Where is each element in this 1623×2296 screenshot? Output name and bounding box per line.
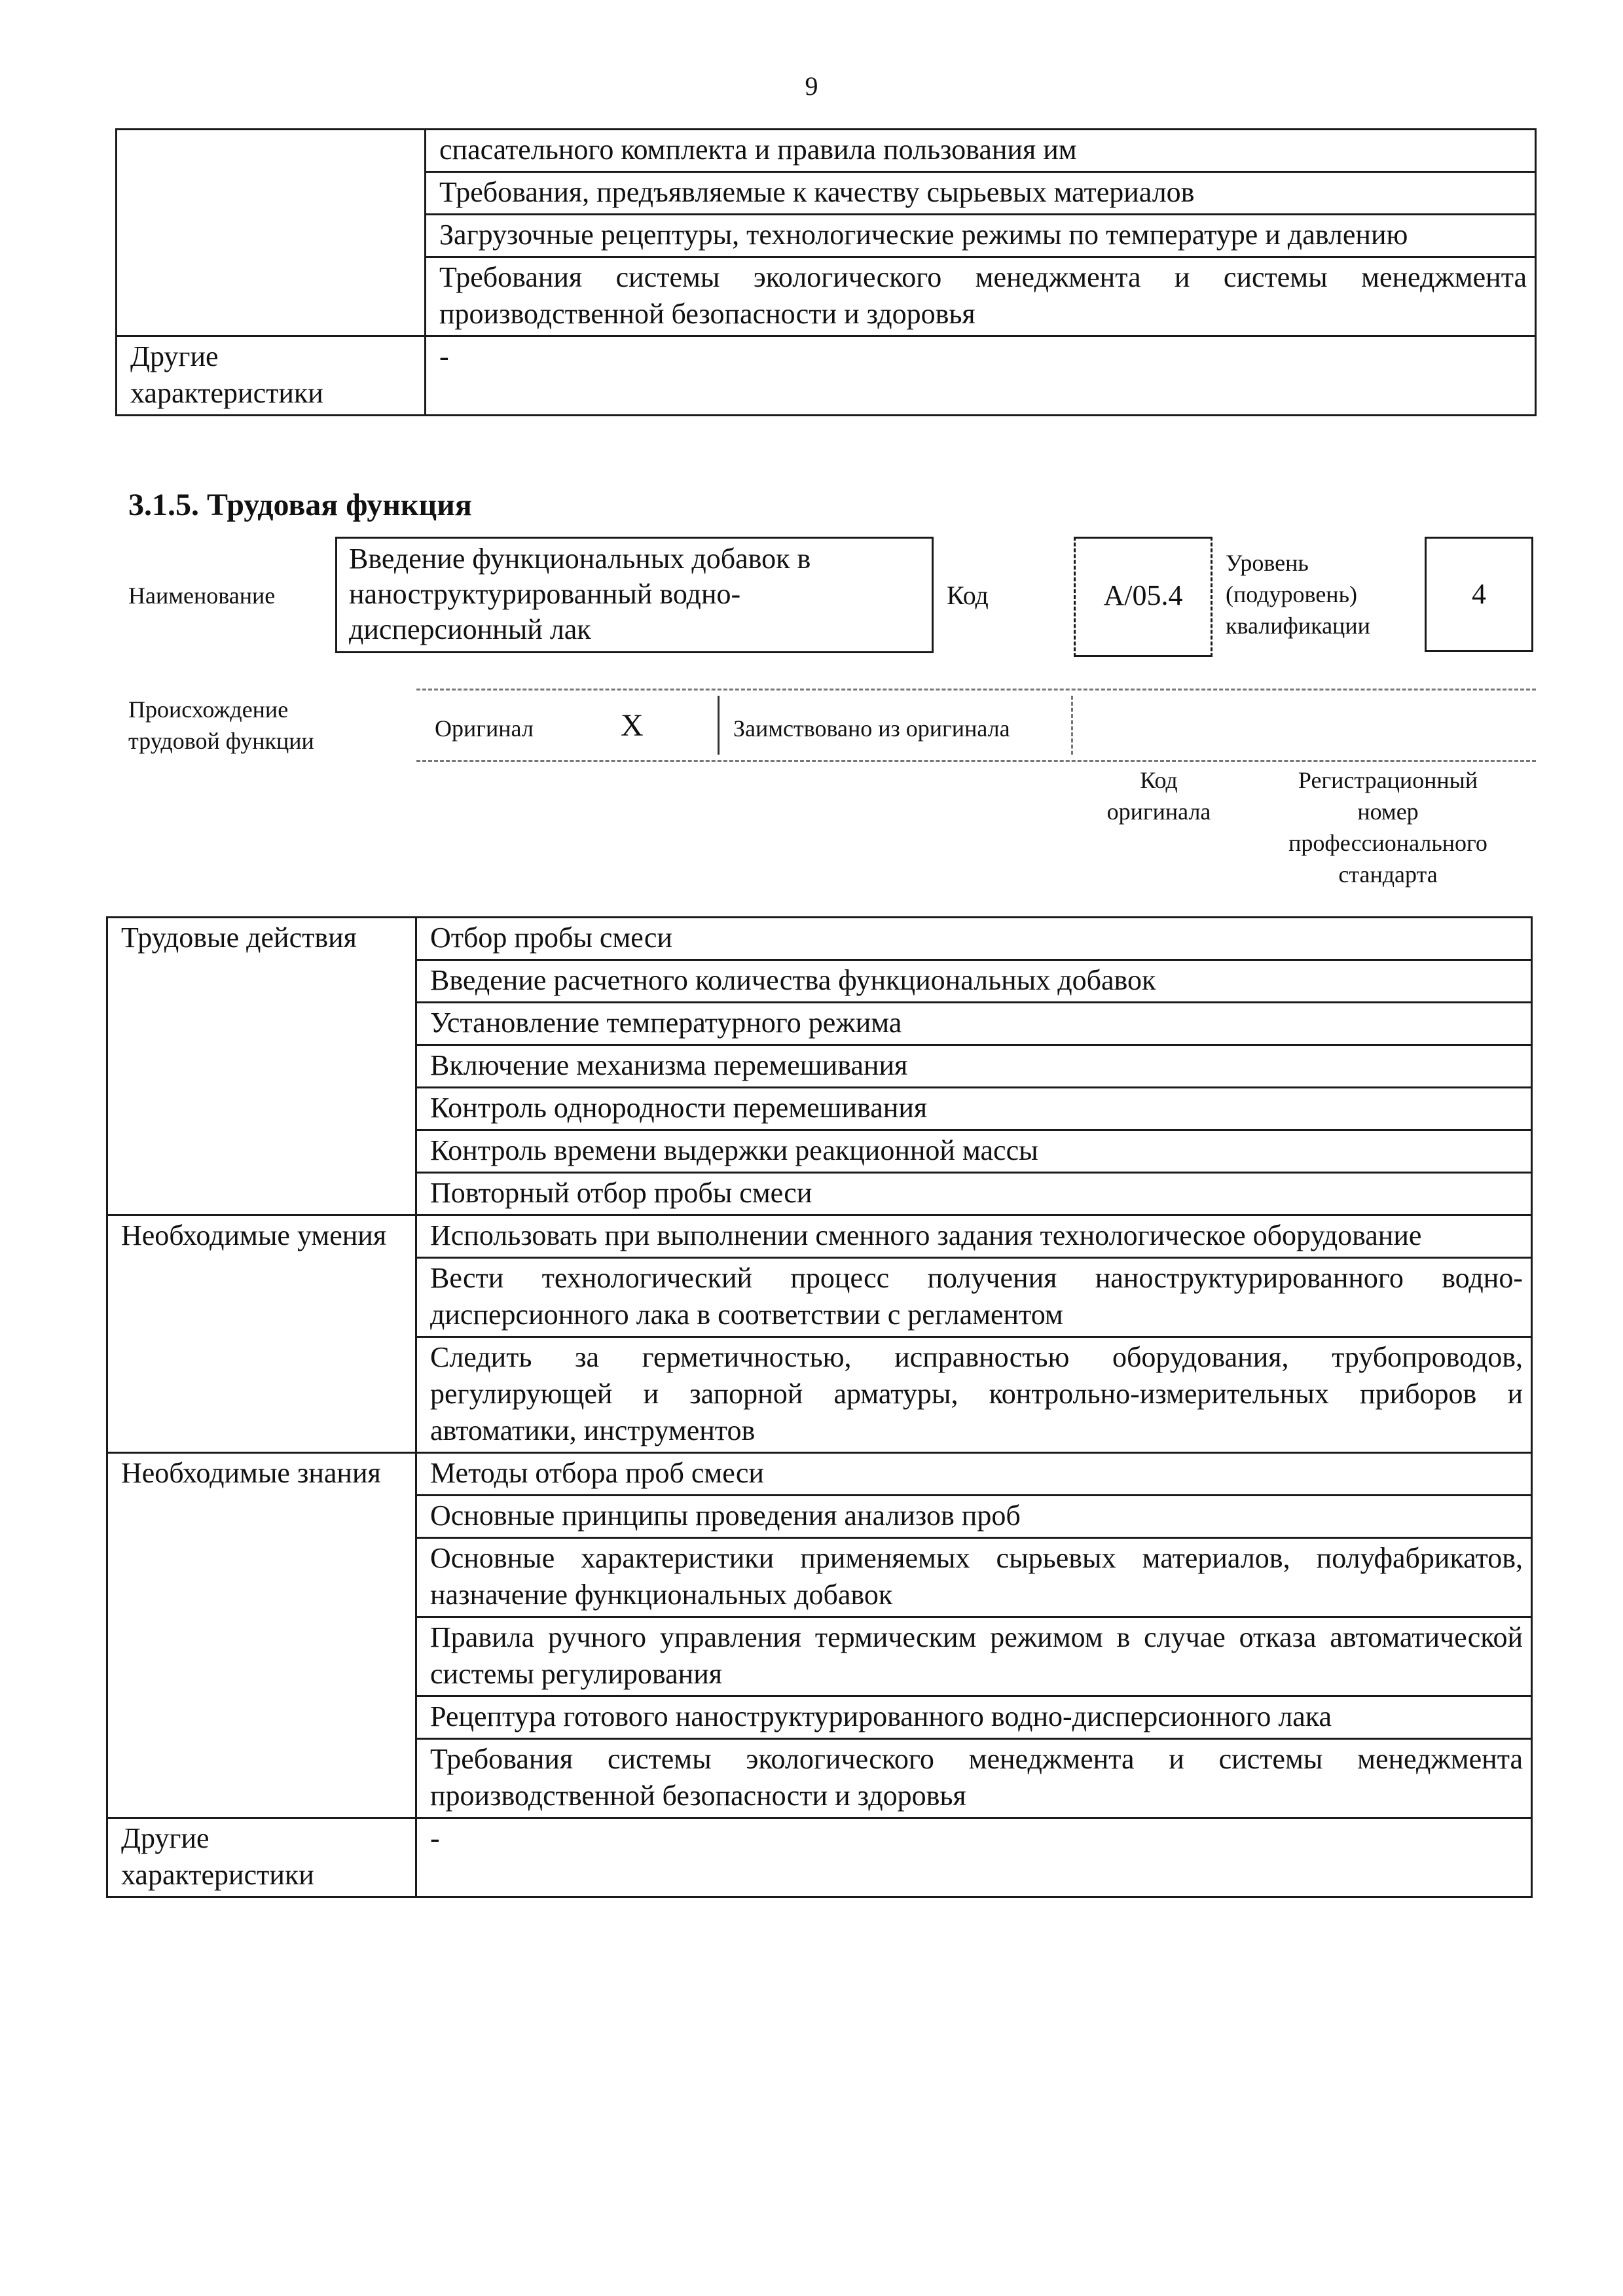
required-knowledge-label: Необходимые знания [107, 1453, 416, 1818]
table-label-cell-empty [117, 130, 426, 336]
caption-line: оригинала [1106, 798, 1211, 825]
borrowed-label: Заимствовано из оригинала [733, 715, 1010, 742]
qualification-level-label [1226, 547, 1422, 641]
table-row: Методы отбора проб смеси [416, 1453, 1532, 1496]
original-label: Оригинал [435, 715, 534, 742]
caption-line: Регистрационный [1298, 767, 1478, 793]
table-row: Рецептура готового наноструктурированного водно-дисперсионного лака [416, 1696, 1532, 1739]
function-name-value: Введение функциональных добавок в наноструктурированный водно-дисперсионный лак [349, 543, 811, 645]
origin-divider [718, 696, 720, 755]
code-box [1074, 537, 1213, 657]
origin-row [416, 689, 1536, 762]
table-row: Установление температурного режима [416, 1003, 1532, 1045]
original-code-caption [1074, 764, 1244, 827]
labor-actions-label: Трудовые действия [107, 918, 416, 1215]
table-row: Следить за герметичностью, исправностью оборудования, трубопроводов, регулирующей и запорной арматуры, контрольно-измерительных приборов и автоматики, инструментов [416, 1337, 1532, 1453]
origin-label [128, 694, 314, 757]
name-label: Наименование [128, 583, 276, 609]
level-label-line: Уровень [1226, 550, 1309, 576]
section-heading: 3.1.5. Трудовая функция [128, 488, 472, 522]
table-row: спасательного комплекта и правила пользования им [426, 130, 1536, 172]
table-row: Основные характеристики применяемых сырьевых материалов, полуфабрикатов, назначение функциональных добавок [416, 1538, 1532, 1617]
labor-function-table [106, 916, 1533, 1898]
caption-line: номер [1357, 798, 1419, 825]
table-row: Повторный отбор пробы смеси [416, 1173, 1532, 1215]
page-number: 9 [805, 71, 818, 101]
level-label-line: (подуровень) [1226, 581, 1357, 607]
origin-label-line: трудовой функции [128, 728, 314, 754]
caption-line: Код [1140, 767, 1178, 793]
table-row: Включение механизма перемешивания [416, 1045, 1532, 1088]
other-characteristics-value: - [426, 336, 1536, 416]
table-row: Требования, предъявляемые к качеству сырьевых материалов [426, 172, 1536, 215]
qualification-level-value: 4 [1472, 578, 1486, 610]
table-row: Требования системы экологического менеджмента и системы менеджмента производственной безопасности и здоровья [416, 1739, 1532, 1818]
function-name-box [335, 537, 934, 653]
table-row: Вести технологический процесс получения наноструктурированного водно-дисперсионного лака в соответствии с регламентом [416, 1258, 1532, 1337]
required-skills-label: Необходимые умения [107, 1215, 416, 1453]
table-row: Введение расчетного количества функциональных добавок [416, 960, 1532, 1003]
level-label-line: квалификации [1226, 613, 1370, 639]
table-row: Основные принципы проведения анализов проб [416, 1496, 1532, 1538]
origin-divider [1071, 696, 1073, 755]
original-mark: X [621, 708, 644, 743]
table-row: Загрузочные рецептуры, технологические режимы по температуре и давлению [426, 215, 1536, 257]
code-value: А/05.4 [1103, 579, 1183, 611]
origin-label-line: Происхождение [128, 696, 289, 723]
table-row: Правила ручного управления термическим режимом в случае отказа автоматической системы регулирования [416, 1617, 1532, 1696]
other-characteristics-label: Другие характеристики [117, 336, 426, 416]
registration-number-caption [1257, 764, 1519, 890]
table-row: Использовать при выполнении сменного задания технологическое оборудование [416, 1215, 1532, 1258]
code-label: Код [947, 581, 989, 610]
other-characteristics-value: - [416, 1818, 1532, 1897]
table-row: Контроль времени выдержки реакционной массы [416, 1130, 1532, 1173]
table-row: Требования системы экологического менеджмента и системы менеджмента производственной безопасности и здоровья [426, 257, 1536, 336]
requirements-table-continued [115, 128, 1537, 416]
table-row: Отбор пробы смеси [416, 918, 1532, 960]
caption-line: стандарта [1338, 861, 1438, 888]
qualification-level-box [1425, 537, 1533, 652]
caption-line: профессионального [1288, 830, 1487, 856]
other-characteristics-label: Другие характеристики [107, 1818, 416, 1897]
table-row: Контроль однородности перемешивания [416, 1088, 1532, 1130]
